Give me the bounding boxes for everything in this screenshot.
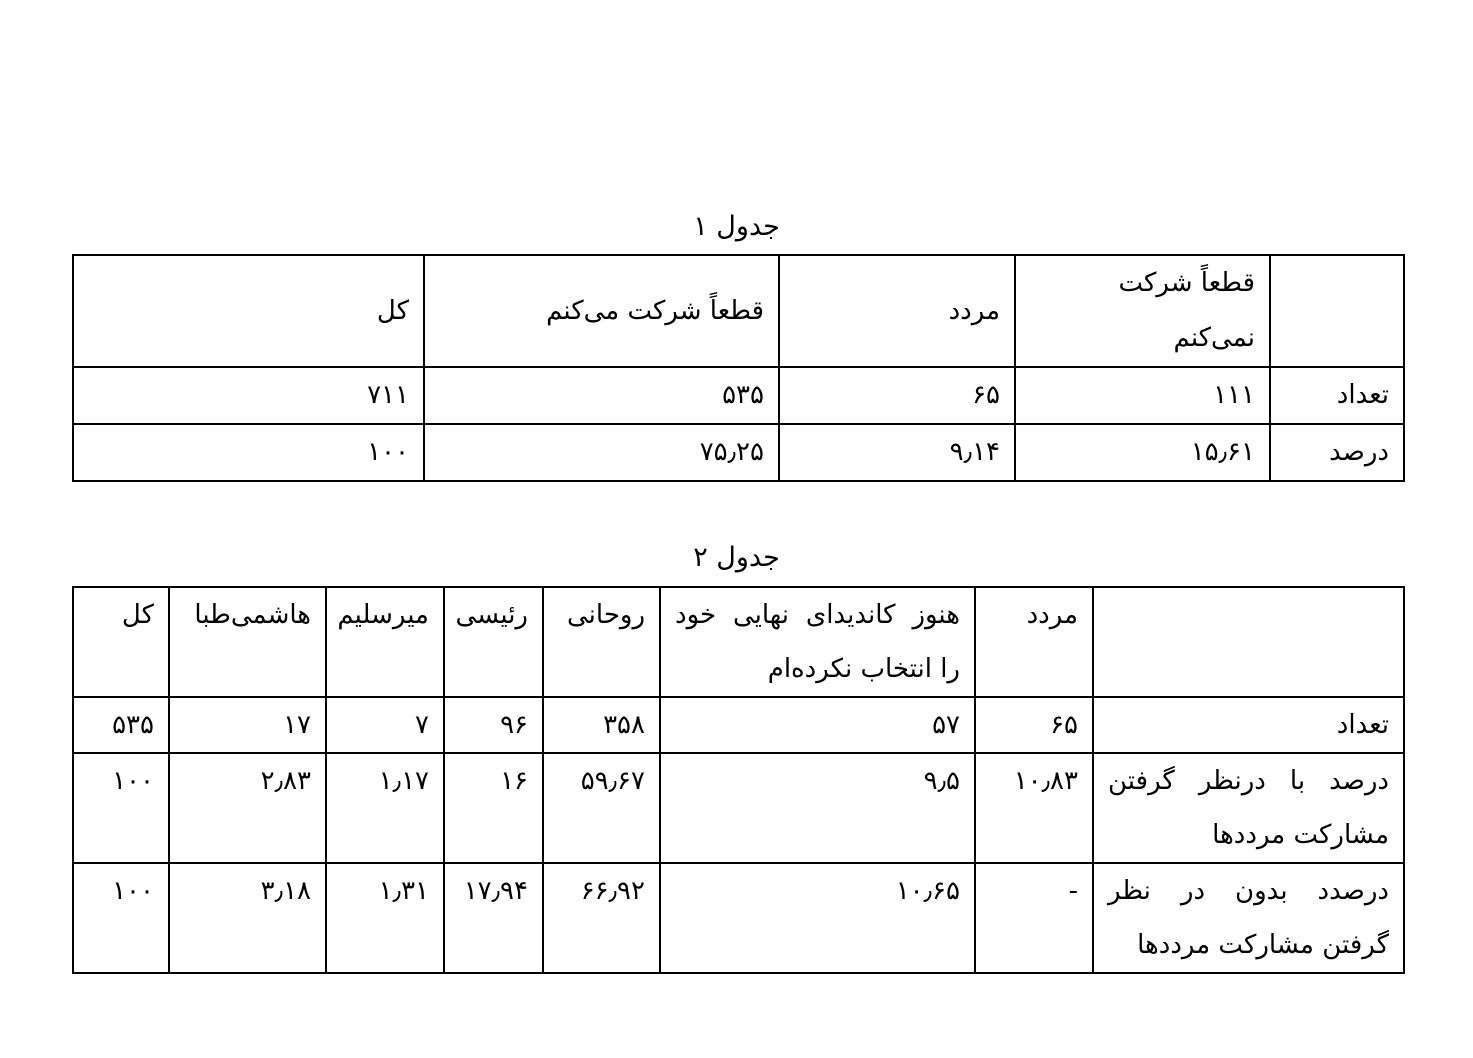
table-cell: ۱۰٫۶۵ [660,863,975,973]
table2-header-row [73,587,1404,697]
table-cell: ۷ [326,697,444,753]
table2-header-cell: روحانی [543,587,660,697]
table-row [73,863,1404,973]
table-cell: ۹۶ [444,697,543,753]
table-cell: ۷۱۱ [73,367,424,424]
table-cell: ۳۵۸ [543,697,660,753]
table-cell: ۲٫۸۳ [169,753,326,863]
table-cell: ۶۵ [975,697,1093,753]
table2-header-cell [1093,587,1404,697]
table1-header-row [73,255,1404,367]
table-cell: ۱۰۰ [73,424,424,481]
table-row [73,753,1404,863]
table1-header-cell [1270,255,1404,367]
table-row [73,697,1404,753]
table2-header-cell: رئیسی [444,587,543,697]
table1-header-cell: کل [73,255,424,367]
table-cell: ۹٫۵ [660,753,975,863]
row-label: درصدد بدون در نظر گرفتن مشارکت مرددها [1093,863,1404,973]
table-cell: ۹٫۱۴ [779,424,1015,481]
table-cell: - [975,863,1093,973]
candidate-table [72,586,1405,974]
table-cell: ۱۰۰ [73,863,169,973]
row-label: تعداد [1093,697,1404,753]
table-cell: ۱۰٫۸۳ [975,753,1093,863]
table-cell: ۶۶٫۹۲ [543,863,660,973]
table-row [73,424,1404,481]
table1-header-cell: مردد [779,255,1015,367]
table-cell: ۳٫۱۸ [169,863,326,973]
table-cell: ۵۷ [660,697,975,753]
table1-header-cell: قطعاً شرکت نمی‌کنم [1015,255,1270,367]
table2-header-cell: میرسلیم [326,587,444,697]
table2-header-cell: کل [73,587,169,697]
table1-header-cell: قطعاً شرکت می‌کنم [424,255,779,367]
table-cell: ۱۰۰ [73,753,169,863]
table2-header-cell: مردد [975,587,1093,697]
table-cell: ۱۷ [169,697,326,753]
table2-header-cell: هنوز کاندیدای نهایی خود را انتخاب نکرده‌ام [660,587,975,697]
table-cell: ۵۳۵ [73,697,169,753]
table-row [73,367,1404,424]
row-label: تعداد [1270,367,1404,424]
participation-table [72,254,1405,482]
table-cell: ۵۹٫۶۷ [543,753,660,863]
table-cell: ۱۵٫۶۱ [1015,424,1270,481]
table-cell: ۱۶ [444,753,543,863]
table-cell: ۵۳۵ [424,367,779,424]
table-cell: ۱٫۳۱ [326,863,444,973]
table-cell: ۱۱۱ [1015,367,1270,424]
table2-header-cell: هاشمی‌طبا [169,587,326,697]
table-cell: ۷۵٫۲۵ [424,424,779,481]
row-label: درصد با درنظر گرفتن مشارکت مرددها [1093,753,1404,863]
table1-caption: جدول ۱ [693,211,780,242]
table2-caption: جدول ۲ [693,542,780,573]
row-label: درصد [1270,424,1404,481]
table-cell: ۱۷٫۹۴ [444,863,543,973]
table-cell: ۶۵ [779,367,1015,424]
table-cell: ۱٫۱۷ [326,753,444,863]
